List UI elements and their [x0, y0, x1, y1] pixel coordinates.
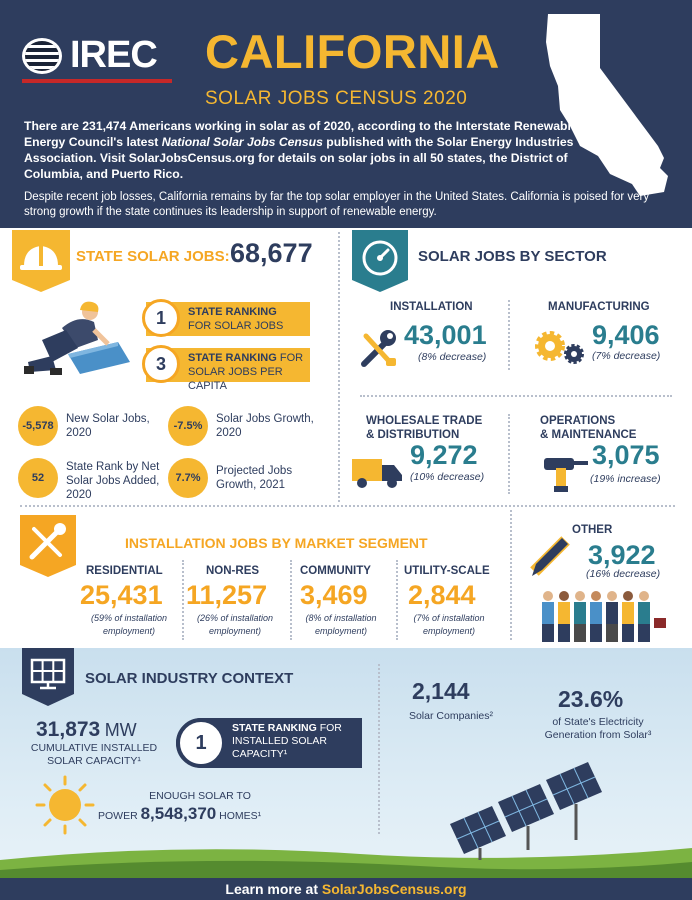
- sun-icon: [30, 775, 100, 835]
- ranking-text: STATE RANKING FOR INSTALLED SOLAR CAPACITY¹: [232, 722, 342, 760]
- sector-manufacturing-value: 9,406: [592, 320, 660, 350]
- workers-group-icon: [538, 588, 678, 644]
- intro-paragraph: There are 231,474 Americans working in solar as of 2020, according to the Interstate Renewable Energy Council's latest National Solar Jobs Census published with the Solar Energy Industries Association. Visit SolarJobsCensus.org for details on solar jobs in all 50 states, the District of Columbia, and Puerto Rico.: [24, 119, 578, 181]
- footer-link[interactable]: SolarJobsCensus.org: [321, 881, 467, 897]
- sector-other-value: 3,922: [588, 540, 656, 570]
- segment-utility-value: 2,844: [408, 580, 476, 610]
- sector-installation-change: (8% decrease): [418, 351, 487, 363]
- ranking-text: STATE RANKING FOR SOLAR JOBS: [188, 306, 284, 332]
- homes-value: 8,548,370: [140, 804, 217, 823]
- footer-prefix: Learn more at: [225, 881, 322, 897]
- segment-residential-value: 25,431: [80, 580, 163, 610]
- state-ranking-per-capita: [146, 348, 310, 392]
- state-ranking-solar-jobs: [146, 302, 310, 336]
- segment-community-share: (8% of installation employment): [305, 613, 377, 636]
- solar-panels-array-icon: [440, 752, 620, 862]
- stat-label: New Solar Jobs, 2020: [66, 413, 150, 439]
- state-ranking-installed-capacity: [176, 718, 362, 768]
- divider: [510, 510, 512, 640]
- divider: [338, 232, 340, 502]
- sector-wholesale-head: WHOLESALE TRADE & DISTRIBUTION: [366, 415, 483, 441]
- sector-installation-head: INSTALLATION: [390, 301, 473, 313]
- ranking-number: 1: [176, 718, 226, 768]
- sector-manufacturing-head: MANUFACTURING: [548, 301, 650, 313]
- sector-manufacturing-change: (7% decrease): [592, 350, 661, 362]
- stat-circle: 52: [18, 458, 58, 498]
- sector-other-head: OTHER: [572, 524, 613, 536]
- logo-underline: [22, 79, 172, 83]
- stat-label: Projected Jobs Growth, 2021: [216, 465, 293, 491]
- drill-icon: [540, 450, 590, 494]
- segment-nonres-head: NON-RES: [206, 565, 260, 577]
- gauge-icon: [352, 230, 408, 292]
- sector-wholesale-value: 9,272: [410, 440, 478, 470]
- sector-operations-change: (19% increase): [590, 473, 661, 485]
- context-title: SOLAR INDUSTRY CONTEXT: [85, 670, 294, 687]
- capacity-stat: [36, 718, 137, 742]
- sector-other-change: (16% decrease): [586, 568, 661, 580]
- segment-utility-share: (7% of installation employment): [413, 613, 485, 636]
- segment-community-head: COMMUNITY: [300, 565, 371, 577]
- stat-label: Solar Jobs Growth, 2020: [216, 413, 314, 439]
- divider: [20, 505, 675, 507]
- header-banner: [0, 0, 692, 228]
- stat-label: State Rank by Net Solar Jobs Added, 2020: [66, 461, 160, 501]
- tools-icon: [20, 515, 76, 577]
- gears-icon: [532, 328, 588, 368]
- solar-panel-icon: [22, 648, 74, 706]
- segment-utility-head: UTILITY-SCALE: [404, 565, 490, 577]
- divider: [396, 560, 398, 640]
- irec-logo-icon: [22, 38, 62, 74]
- page-title: CALIFORNIA: [205, 25, 500, 78]
- hard-hat-icon: [12, 230, 70, 292]
- homes-stat: POWER 8,548,370 HOMES¹: [98, 804, 262, 823]
- logo-text: IREC: [70, 34, 157, 76]
- capacity-unit: MW: [104, 720, 137, 740]
- segment-residential-share: (59% of installation employment): [90, 613, 168, 636]
- state-solar-jobs-value: 68,677: [230, 238, 313, 268]
- wrench-screwdriver-icon: [358, 328, 400, 370]
- divider: [360, 395, 672, 397]
- stat-circle: -5,578: [18, 406, 58, 446]
- sector-operations-head: OPERATIONS & MAINTENANCE: [540, 415, 637, 441]
- truck-icon: [352, 455, 402, 491]
- segment-nonres-value: 11,257: [186, 580, 268, 610]
- installation-segments-title: INSTALLATION JOBS BY MARKET SEGMENT: [125, 535, 428, 551]
- ranking-number: 3: [142, 345, 180, 383]
- ruler-pencil-icon: [524, 530, 574, 580]
- divider: [508, 300, 510, 370]
- companies-label: Solar Companies²: [408, 710, 494, 722]
- stat-circle: -7.5%: [168, 406, 208, 446]
- sector-operations-value: 3,075: [592, 440, 660, 470]
- sector-installation-value: 43,001: [404, 320, 487, 350]
- state-solar-jobs-label: STATE SOLAR JOBS:: [76, 248, 230, 265]
- irec-logo: [22, 32, 172, 82]
- companies-value: 2,144: [412, 678, 470, 704]
- worker-installing-panel-icon: [22, 300, 132, 380]
- ranking-number: 1: [142, 299, 180, 337]
- sectors-title: SOLAR JOBS BY SECTOR: [418, 248, 607, 265]
- capacity-label: CUMULATIVE INSTALLED SOLAR CAPACITY¹: [30, 742, 158, 767]
- footer-banner: [0, 878, 692, 900]
- generation-label: of State's Electricity Generation from Solar³: [544, 716, 652, 741]
- segment-residential-head: RESIDENTIAL: [86, 565, 163, 577]
- homes-label-line1: ENOUGH SOLAR TO: [149, 790, 251, 802]
- sector-wholesale-change: (10% decrease): [410, 471, 485, 483]
- ranking-text: STATE RANKING FOR SOLAR JOBS PER CAPITA: [188, 352, 304, 392]
- divider: [508, 414, 510, 494]
- generation-value: 23.6%: [558, 686, 624, 712]
- capacity-value: 31,873: [36, 718, 101, 741]
- divider: [182, 560, 184, 640]
- segment-community-value: 3,469: [300, 580, 368, 610]
- stat-circle: 7.7%: [168, 458, 208, 498]
- page-subtitle: SOLAR JOBS CENSUS 2020: [205, 88, 468, 109]
- segment-nonres-share: (26% of installation employment): [196, 613, 274, 636]
- intro-paragraph-2: Despite recent job losses, California remains by far the top solar employer in the United States. California is poised for very strong growth if the state continues its leadership in support of renewable energy.: [24, 191, 650, 218]
- divider: [378, 664, 380, 834]
